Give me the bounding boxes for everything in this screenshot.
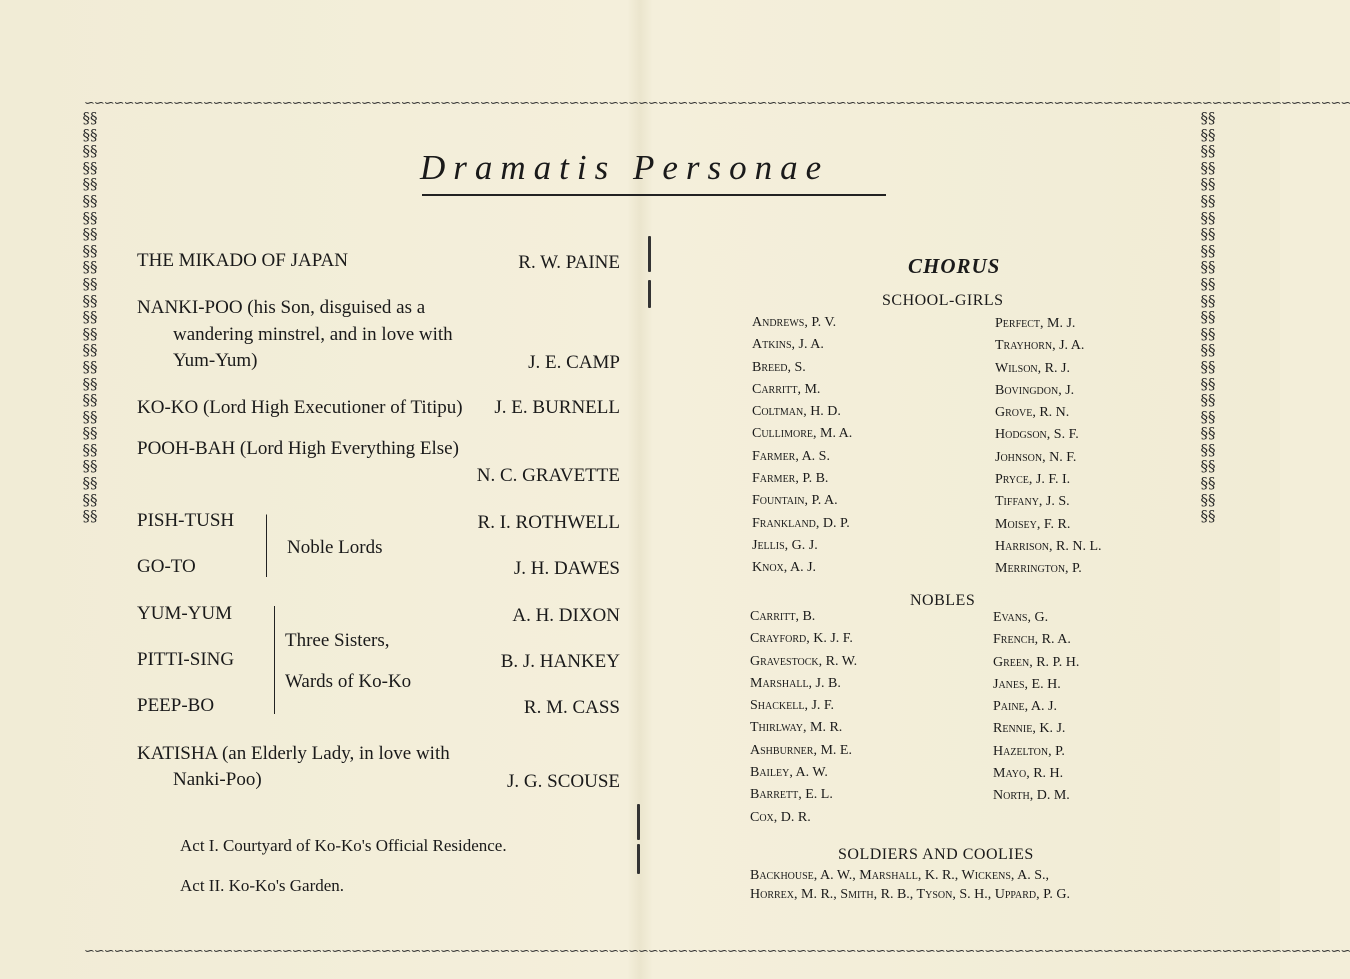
role-pooh-bah: POOH-BAH (Lord High Everything Else): [137, 438, 459, 459]
role-yum-yum: YUM-YUM: [137, 603, 232, 624]
school-girl-left-11: Knox, A. J.: [752, 560, 817, 576]
role-peep-bo: PEEP-BO: [137, 695, 215, 716]
brace-three-sisters: [266, 606, 275, 714]
noble-right-7: Mayo, R. H.: [993, 766, 1064, 782]
school-girl-right-3: Bovingdon, J.: [995, 382, 1075, 398]
page-title: Dramatis Personae: [420, 148, 830, 187]
school-girl-left-9: Frankland, D. P.: [752, 515, 850, 531]
noble-right-8: North, D. M.: [993, 788, 1070, 804]
noble-right-4: Paine, A. J.: [993, 699, 1057, 715]
staple-bottom-lower: [637, 844, 640, 874]
actor-go-to: J. H. DAWES: [513, 558, 620, 579]
actor-ko-ko: J. E. BURNELL: [494, 397, 620, 418]
actor-pooh-bah: N. C. GRAVETTE: [476, 465, 620, 486]
school-girl-right-4: Grove, R. N.: [995, 405, 1070, 421]
left-border-ornament: §§§§§§§§§§§§§§§§§§§§§§§§§§§§§§§§§§§§§§§§§§§§§§§§§§: [82, 109, 98, 526]
soldiers-heading: SOLDIERS AND COOLIES: [838, 846, 1034, 863]
noble-right-5: Rennie, K. J.: [993, 721, 1066, 737]
noble-right-2: Green, R. P. H.: [993, 654, 1080, 670]
title-underline: [422, 194, 886, 196]
school-girl-right-9: Moisey, F. R.: [995, 516, 1071, 532]
staple-top-lower: [648, 280, 651, 308]
group-three-sisters-line2: Wards of Ko-Ko: [285, 671, 412, 692]
top-border-ornament: ∽∽∽∽∽∽∽∽∽∽∽∽∽∽∽∽∽∽∽∽∽∽∽∽∽∽∽∽∽∽∽∽∽∽∽∽∽∽∽∽∽∽∽∽∽∽∽∽∽∽∽∽∽∽∽∽∽∽∽∽∽∽∽∽∽∽∽∽∽∽∽∽∽∽∽∽∽∽∽∽∽∽∽∽∽∽∽∽∽∽∽∽∽∽∽∽∽∽∽∽∽∽∽∽∽∽∽∽∽∽∽∽∽∽∽∽∽∽∽∽∽∽∽∽∽∽∽∽: [84, 96, 1350, 111]
school-girl-left-10: Jellis, G. J.: [752, 537, 818, 553]
school-girl-left-8: Fountain, P. A.: [752, 493, 838, 509]
bottom-border-ornament: ∽∽∽∽∽∽∽∽∽∽∽∽∽∽∽∽∽∽∽∽∽∽∽∽∽∽∽∽∽∽∽∽∽∽∽∽∽∽∽∽∽∽∽∽∽∽∽∽∽∽∽∽∽∽∽∽∽∽∽∽∽∽∽∽∽∽∽∽∽∽∽∽∽∽∽∽∽∽∽∽∽∽∽∽∽∽∽∽∽∽∽∽∽∽∽∽∽∽∽∽∽∽∽∽∽∽∽∽∽∽∽∽∽∽∽∽∽∽∽∽∽∽∽∽∽∽∽∽: [84, 944, 1350, 959]
chorus-title: CHORUS: [908, 254, 1001, 278]
noble-right-1: French, R. A.: [993, 632, 1071, 648]
school-girls-left-column: [752, 312, 852, 580]
noble-left-8: Barrett, E. L.: [750, 787, 833, 803]
noble-left-1: Crayford, K. J. F.: [750, 631, 853, 647]
noble-left-9: Cox, D. R.: [750, 809, 811, 825]
role-nanki-poo-line2: wandering minstrel, and in love with: [173, 324, 453, 345]
school-girl-left-6: Farmer, A. S.: [752, 448, 830, 464]
right-border-ornament: §§§§§§§§§§§§§§§§§§§§§§§§§§§§§§§§§§§§§§§§§§§§§§§§§§: [1200, 109, 1216, 526]
school-girl-right-11: Merrington, P.: [995, 561, 1082, 577]
school-girl-right-5: Hodgson, S. F.: [995, 427, 1079, 443]
brace-noble-lords: [258, 514, 267, 577]
staple-top: [648, 236, 651, 272]
noble-left-3: Marshall, J. B.: [750, 675, 841, 691]
role-ko-ko: KO-KO (Lord High Executioner of Titipu): [137, 397, 463, 418]
school-girls-right-column: [995, 313, 1102, 581]
nobles-left-column: [750, 606, 857, 829]
noble-right-0: Evans, G.: [993, 610, 1049, 625]
actor-mikado: R. W. PAINE: [518, 252, 620, 273]
group-noble-lords: Noble Lords: [287, 537, 383, 558]
noble-left-6: Ashburner, M. E.: [750, 742, 852, 758]
role-katisha-line2: Nanki-Poo): [173, 769, 262, 790]
noble-left-4: Shackell, J. F.: [750, 698, 835, 714]
noble-left-5: Thirlway, M. R.: [750, 720, 843, 736]
school-girl-right-10: Harrison, R. N. L.: [995, 538, 1102, 554]
actor-pish-tush: R. I. ROTHWELL: [477, 512, 620, 533]
noble-left-2: Gravestock, R. W.: [750, 653, 858, 669]
role-mikado: THE MIKADO OF JAPAN: [137, 250, 348, 271]
role-go-to: GO-TO: [137, 556, 196, 577]
school-girl-left-0: Andrews, P. V.: [752, 315, 837, 330]
noble-right-3: Janes, E. H.: [993, 676, 1061, 692]
school-girl-left-1: Atkins, J. A.: [752, 337, 824, 353]
school-girl-right-1: Trayhorn, J. A.: [995, 338, 1085, 354]
school-girl-right-2: Wilson, R. J.: [995, 360, 1070, 376]
school-girl-right-8: Tiffany, J. S.: [995, 494, 1070, 510]
actor-yum-yum: A. H. DIXON: [512, 605, 620, 626]
staple-bottom: [637, 804, 640, 840]
act-2: Act II. Ko-Ko's Garden.: [180, 876, 345, 895]
noble-left-7: Bailey, A. W.: [750, 765, 828, 781]
actor-peep-bo: R. M. CASS: [523, 697, 620, 718]
actor-nanki-poo: J. E. CAMP: [528, 352, 620, 373]
soldiers-line-2: Horrex, M. R., Smith, R. B., Tyson, S. H., Uppard, P. G.: [750, 887, 1070, 902]
actor-pitti-sing: B. J. HANKEY: [500, 651, 620, 672]
school-girl-right-0: Perfect, M. J.: [995, 316, 1076, 331]
nobles-heading: NOBLES: [910, 592, 976, 609]
noble-left-0: Carritt, B.: [750, 609, 816, 624]
act-1: Act I. Courtyard of Ko-Ko's Official Residence.: [180, 836, 507, 855]
group-three-sisters-line1: Three Sisters,: [285, 630, 390, 651]
school-girl-left-3: Carritt, M.: [752, 381, 821, 397]
school-girls-heading: SCHOOL-GIRLS: [882, 292, 1004, 309]
role-katisha-line1: KATISHA (an Elderly Lady, in love with: [137, 743, 450, 764]
role-pitti-sing: PITTI-SING: [137, 649, 235, 670]
noble-right-6: Hazelton, P.: [993, 743, 1065, 759]
soldiers-and-coolies-list: [750, 866, 1070, 904]
actor-katisha: J. G. SCOUSE: [507, 771, 620, 792]
school-girl-right-7: Pryce, J. F. I.: [995, 472, 1071, 488]
school-girl-left-5: Cullimore, M. A.: [752, 426, 853, 442]
school-girl-left-2: Breed, S.: [752, 359, 806, 375]
role-nanki-poo-line3: Yum-Yum): [173, 350, 258, 371]
role-nanki-poo-line1: NANKI-POO (his Son, disguised as a: [137, 297, 426, 318]
soldiers-line-1: Backhouse, A. W., Marshall, K. R., Wickens, A. S.,: [750, 868, 1050, 883]
school-girl-left-7: Farmer, P. B.: [752, 471, 829, 487]
role-pish-tush: PISH-TUSH: [137, 510, 235, 531]
school-girl-right-6: Johnson, N. F.: [995, 449, 1077, 465]
school-girl-left-4: Coltman, H. D.: [752, 404, 841, 420]
nobles-right-column: [993, 607, 1079, 808]
